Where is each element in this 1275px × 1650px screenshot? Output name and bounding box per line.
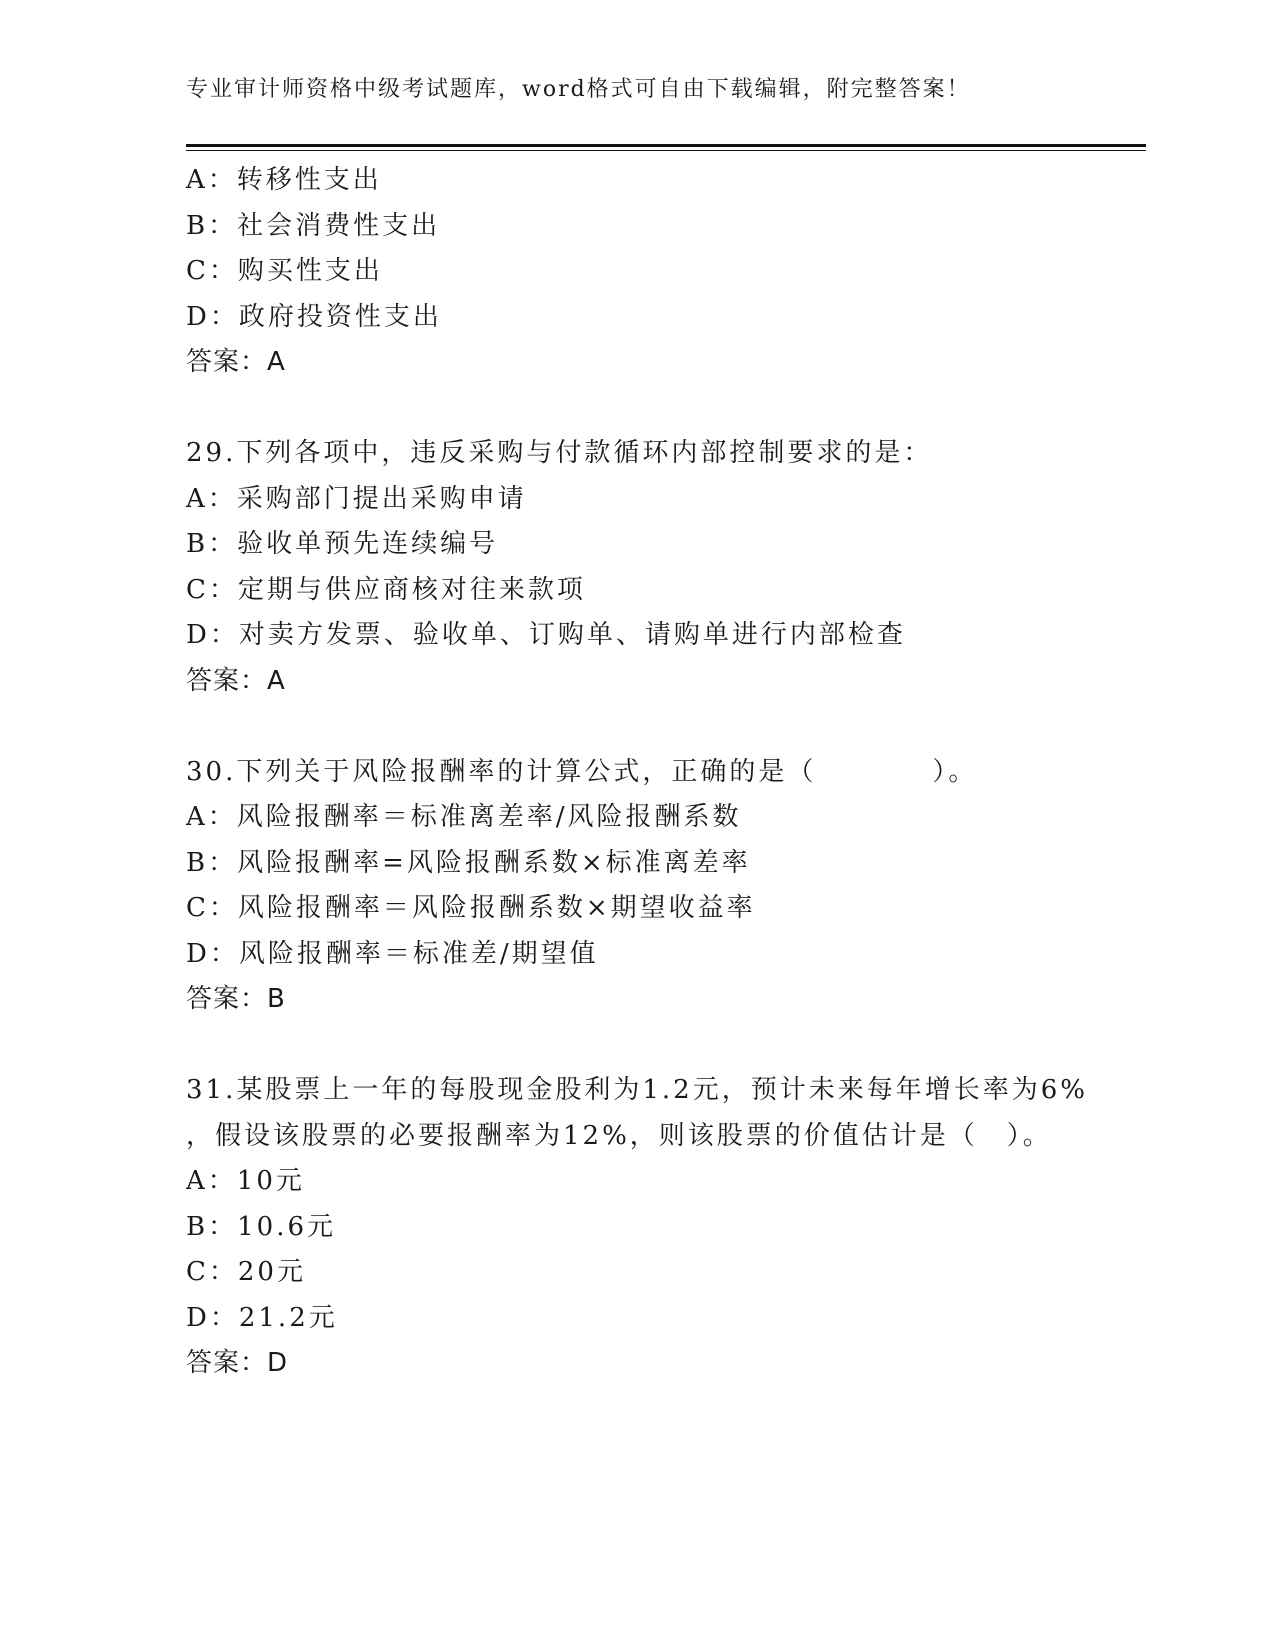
block-spacer [186,1023,1146,1069]
question-line: C：定期与供应商核对往来款项 [186,574,586,605]
question-block [186,158,1146,386]
question-line: B：验收单预先连续编号 [186,529,499,559]
answer-line: 答案：A [186,665,286,696]
question-line: 30.下列关于风险报酬率的计算公式，正确的是（ ）。 [186,756,978,787]
question-line: A：风险报酬率＝标准离差率/风险报酬系数 [186,802,742,832]
question-line: A：采购部门提出采购申请 [186,483,527,514]
question-line: D：风险报酬率＝标准差/期望值 [186,938,599,969]
question-line: C：风险报酬率＝风险报酬系数×期望收益率 [186,893,756,923]
block-spacer [186,386,1146,432]
question-block [186,1068,1146,1387]
question-line: A：转移性支出 [186,165,382,195]
block-spacer [186,704,1146,750]
question-block [186,431,1146,704]
question-line: ，假设该股票的必要报酬率为12%，则该股票的价值估计是（ ）。 [186,1120,1052,1151]
question-line: 29.下列各项中，违反采购与付款循环内部控制要求的是： [186,438,933,468]
question-line: C：20元 [186,1257,306,1287]
header-rule-thick [186,144,1146,147]
question-line: B：社会消费性支出 [186,210,441,241]
question-line: 31.某股票上一年的每股现金股利为1.2元，预计未来每年增长率为6% [186,1075,1088,1105]
answer-line: 答案：A [186,347,286,377]
page-header: 专业审计师资格中级考试题库，word格式可自由下载编辑，附完整答案！ [186,77,971,102]
question-list [186,158,1146,1387]
question-line: B：风险报酬率=风险报酬系数×标准离差率 [186,847,751,878]
question-line: B：10.6元 [186,1211,336,1242]
question-line: A：10元 [186,1166,305,1196]
question-line: C：购买性支出 [186,256,383,286]
header-rule-thin [186,150,1146,151]
answer-line: 答案：D [186,1348,289,1378]
answer-line: 答案：B [186,984,286,1014]
question-line: D：21.2元 [186,1302,338,1333]
question-line: D：对卖方发票、验收单、订购单、请购单进行内部检查 [186,620,906,650]
question-block [186,750,1146,1023]
question-line: D：政府投资性支出 [186,301,442,332]
